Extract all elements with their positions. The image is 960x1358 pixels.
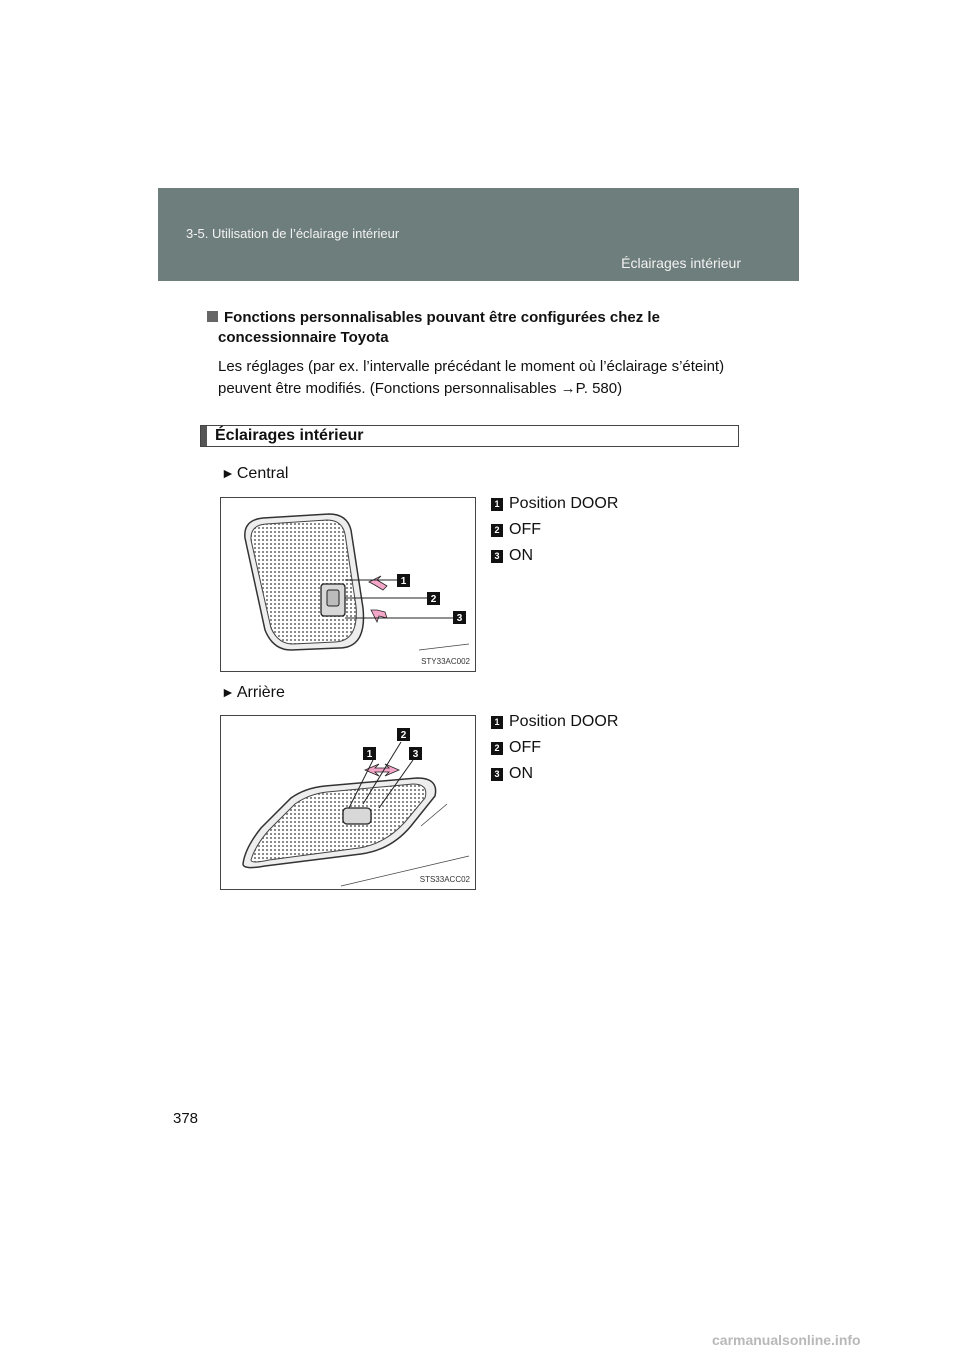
svg-text:3: 3 [456,613,463,624]
rear-figure-code: STS33ACC02 [419,875,470,884]
rear-item-on: 3 ON [491,761,618,787]
page-title: Éclairages intérieur [621,255,741,271]
customizable-functions-block [207,308,736,400]
bullet-paragraph: Les réglages (par ex. l’intervalle précédant le moment où l’éclairage s’éteint) peuvent être modifiés. (Fonctions personnalisables →P. 580) [218,358,725,397]
svg-text:1: 1 [400,576,407,587]
page-number: 378 [173,1110,199,1127]
section-heading-label: Éclairages intérieur [215,427,364,444]
rear-light-illustration [221,716,475,889]
rear-item-off: 2 OFF [491,735,618,761]
svg-text:3: 3 [412,749,419,760]
triangle-right-icon: ► [221,684,235,700]
central-item-off: 2 OFF [491,517,618,543]
watermark: carmanualsonline.info [712,1332,861,1348]
page-header [158,188,799,281]
section-marker [201,426,207,446]
svg-text:2: 2 [430,594,437,605]
section-breadcrumb: 3-5. Utilisation de l’éclairage intérieur [186,226,400,241]
rear-item-door: 1 Position DOOR [491,709,618,735]
rear-legend [491,709,618,787]
subsection-rear: ► Arrière [221,684,285,701]
central-light-figure [220,497,476,672]
rear-light-figure [220,715,476,890]
bullet-heading-continued: concessionnaire Toyota [218,329,389,346]
square-bullet-icon [207,311,218,322]
subsection-central: ► Central [221,465,289,482]
triangle-right-icon: ► [221,465,235,481]
central-figure-code: STY33AC002 [421,657,470,666]
bullet-heading: Fonctions personnalisables pouvant être configurées chez le concessionnaire Toyota [207,308,736,348]
svg-text:2: 2 [400,730,407,741]
central-item-door: 1 Position DOOR [491,491,618,517]
central-item-on: 3 ON [491,543,618,569]
section-heading [200,425,739,447]
svg-text:1: 1 [366,749,373,760]
central-light-illustration [221,498,475,671]
central-legend [491,491,618,569]
